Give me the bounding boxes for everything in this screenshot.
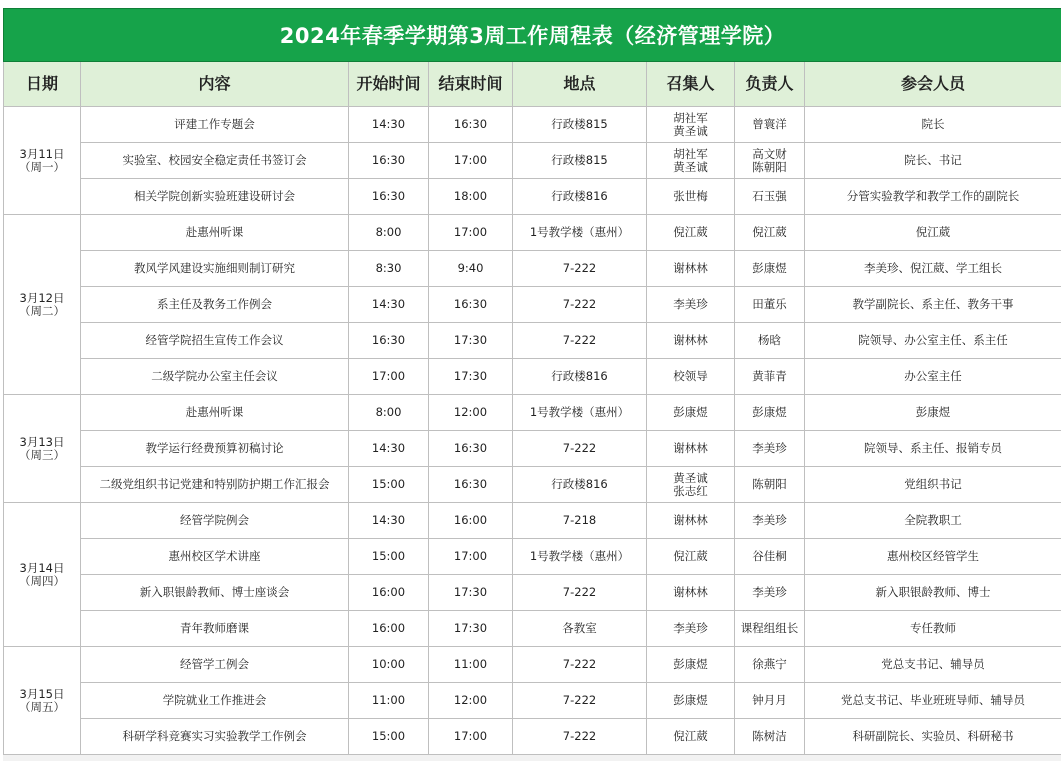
table-row [4, 503, 1061, 539]
header-row [4, 62, 1061, 107]
weekday-label: （周五） [19, 699, 65, 714]
date-label: 3月15日 [19, 686, 65, 701]
convener-cell [647, 539, 735, 575]
convener-cell [647, 683, 735, 719]
table-row [4, 143, 1061, 179]
table-row [4, 539, 1061, 575]
content-cell: 经管学院招生宣传工作会议 [81, 323, 349, 359]
header-convener: 召集人 [647, 62, 735, 107]
header-place: 地点 [513, 62, 647, 107]
end-time-cell: 17:30 [429, 575, 513, 611]
convener-name: 谢林林 [673, 261, 708, 275]
end-time-cell: 11:00 [429, 647, 513, 683]
content-cell: 实验室、校园安全稳定责任书签订会 [81, 143, 349, 179]
date-label: 3月13日 [19, 434, 65, 449]
page-title: 2024年春季学期第3周工作周程表（经济管理学院） [4, 9, 1061, 62]
leader-name: 黄菲青 [752, 369, 787, 383]
date-cell [4, 503, 81, 647]
leader-cell [735, 107, 805, 143]
leader-cell [735, 575, 805, 611]
start-time-cell: 15:00 [349, 719, 429, 755]
end-time-cell: 18:00 [429, 179, 513, 215]
attendees-cell: 新入职银龄教师、博士 [805, 575, 1061, 611]
place-cell: 7-222 [513, 647, 647, 683]
leader-cell [735, 395, 805, 431]
leader-cell [735, 215, 805, 251]
start-time-cell: 8:00 [349, 215, 429, 251]
leader-name: 杨晗 [758, 333, 781, 347]
table-row [4, 683, 1061, 719]
start-time-cell: 16:30 [349, 179, 429, 215]
attendees-cell: 教学副院长、系主任、教务干事 [805, 287, 1061, 323]
leader-cell [735, 647, 805, 683]
attendees-cell: 党总支书记、辅导员 [805, 647, 1061, 683]
weekday-label: （周四） [19, 573, 65, 588]
start-time-cell: 8:00 [349, 395, 429, 431]
end-time-cell: 17:00 [429, 215, 513, 251]
content-cell: 赴惠州听课 [81, 395, 349, 431]
table-row [4, 647, 1061, 683]
leader-cell [735, 719, 805, 755]
convener-name: 谢林林 [673, 513, 708, 527]
attendees-cell: 彭康煜 [805, 395, 1061, 431]
convener-cell [647, 251, 735, 287]
table-row [4, 719, 1061, 755]
date-label: 3月12日 [19, 290, 65, 305]
weekday-label: （周三） [19, 447, 65, 462]
place-cell: 7-222 [513, 683, 647, 719]
leader-name: 徐燕宁 [752, 657, 787, 671]
leader-cell [735, 539, 805, 575]
leader-name: 曾寰洋 [752, 117, 787, 131]
leader-name: 李美珍 [752, 513, 787, 527]
attendees-cell: 办公室主任 [805, 359, 1061, 395]
leader-cell [735, 611, 805, 647]
convener-name: 谢林林 [673, 441, 708, 455]
convener-cell [647, 107, 735, 143]
date-cell [4, 395, 81, 503]
end-time-cell: 17:30 [429, 359, 513, 395]
date-cell [4, 107, 81, 215]
convener-cell [647, 179, 735, 215]
place-cell: 7-222 [513, 719, 647, 755]
convener-cell [647, 503, 735, 539]
convener-cell [647, 719, 735, 755]
leader-cell [735, 323, 805, 359]
convener-cell [647, 575, 735, 611]
start-time-cell: 14:30 [349, 503, 429, 539]
leader-cell [735, 359, 805, 395]
content-cell: 学院就业工作推进会 [81, 683, 349, 719]
place-cell: 行政楼815 [513, 143, 647, 179]
end-time-cell: 16:00 [429, 503, 513, 539]
convener-name: 张志红 [673, 483, 708, 498]
leader-name: 李美珍 [752, 441, 787, 455]
attendees-cell: 倪江葳 [805, 215, 1061, 251]
leader-name: 李美珍 [752, 585, 787, 599]
place-cell: 行政楼816 [513, 359, 647, 395]
attendees-cell: 院领导、系主任、报销专员 [805, 431, 1061, 467]
attendees-cell: 院长、书记 [805, 143, 1061, 179]
attendees-cell: 李美珍、倪江葳、学工组长 [805, 251, 1061, 287]
start-time-cell: 10:00 [349, 647, 429, 683]
content-cell: 二级学院办公室主任会议 [81, 359, 349, 395]
header-leader: 负责人 [735, 62, 805, 107]
leader-cell [735, 431, 805, 467]
start-time-cell: 16:00 [349, 611, 429, 647]
content-cell: 新入职银龄教师、博士座谈会 [81, 575, 349, 611]
content-cell: 惠州校区学术讲座 [81, 539, 349, 575]
table-row [4, 323, 1061, 359]
convener-cell [647, 467, 735, 503]
attendees-cell: 专任教师 [805, 611, 1061, 647]
leader-name: 钟月月 [752, 693, 787, 707]
convener-name: 倪江葳 [673, 225, 708, 239]
convener-name: 张世梅 [673, 189, 708, 203]
convener-cell [647, 359, 735, 395]
header-end-time: 结束时间 [429, 62, 513, 107]
attendees-cell: 分管实验教学和教学工作的副院长 [805, 179, 1061, 215]
place-cell: 行政楼815 [513, 107, 647, 143]
end-time-cell: 17:30 [429, 323, 513, 359]
table-row [4, 431, 1061, 467]
weekday-label: （周二） [19, 303, 65, 318]
convener-name: 彭康煜 [673, 693, 708, 707]
end-time-cell: 17:30 [429, 611, 513, 647]
title-row [4, 9, 1061, 62]
convener-name: 胡社军 [673, 146, 708, 161]
convener-cell [647, 431, 735, 467]
place-cell: 行政楼816 [513, 467, 647, 503]
table-row [4, 287, 1061, 323]
convener-name: 倪江葳 [673, 729, 708, 743]
leader-name: 谷佳桐 [752, 549, 787, 563]
end-time-cell: 17:00 [429, 719, 513, 755]
convener-cell [647, 395, 735, 431]
place-cell: 7-222 [513, 287, 647, 323]
date-label: 3月14日 [19, 560, 65, 575]
attendees-cell: 党总支书记、毕业班班导师、辅导员 [805, 683, 1061, 719]
date-cell [4, 215, 81, 395]
table-row [4, 179, 1061, 215]
leader-name: 彭康煜 [752, 405, 787, 419]
leader-cell [735, 683, 805, 719]
end-time-cell: 16:30 [429, 467, 513, 503]
convener-cell [647, 287, 735, 323]
end-time-cell: 16:30 [429, 431, 513, 467]
schedule-table [3, 8, 1061, 755]
table-row [4, 359, 1061, 395]
date-cell [4, 647, 81, 755]
attendees-cell: 院长 [805, 107, 1061, 143]
start-time-cell: 14:30 [349, 287, 429, 323]
convener-name: 黄圣诚 [673, 470, 708, 485]
start-time-cell: 11:00 [349, 683, 429, 719]
convener-name: 李美珍 [673, 621, 708, 635]
content-cell: 评建工作专题会 [81, 107, 349, 143]
leader-name: 陈朝阳 [752, 159, 787, 174]
leader-name: 石玉强 [752, 189, 787, 203]
convener-name: 倪江葳 [673, 549, 708, 563]
end-time-cell: 9:40 [429, 251, 513, 287]
table-row [4, 215, 1061, 251]
leader-name: 课程组组长 [740, 621, 799, 635]
start-time-cell: 16:30 [349, 323, 429, 359]
table-row [4, 467, 1061, 503]
content-cell: 教风学风建设实施细则制订研究 [81, 251, 349, 287]
leader-cell [735, 287, 805, 323]
start-time-cell: 16:00 [349, 575, 429, 611]
end-time-cell: 17:00 [429, 143, 513, 179]
header-content: 内容 [81, 62, 349, 107]
date-label: 3月11日 [19, 146, 65, 161]
place-cell: 7-222 [513, 323, 647, 359]
leader-cell [735, 179, 805, 215]
end-time-cell: 17:00 [429, 539, 513, 575]
convener-name: 黄圣诚 [673, 123, 708, 138]
start-time-cell: 8:30 [349, 251, 429, 287]
place-cell: 1号教学楼（惠州） [513, 539, 647, 575]
start-time-cell: 14:30 [349, 107, 429, 143]
convener-name: 彭康煜 [673, 405, 708, 419]
table-row [4, 395, 1061, 431]
end-time-cell: 16:30 [429, 287, 513, 323]
table-row [4, 611, 1061, 647]
content-cell: 经管学院例会 [81, 503, 349, 539]
place-cell: 1号教学楼（惠州） [513, 215, 647, 251]
attendees-cell: 全院教职工 [805, 503, 1061, 539]
leader-cell [735, 143, 805, 179]
convener-name: 谢林林 [673, 333, 708, 347]
leader-name: 陈朝阳 [752, 477, 787, 491]
convener-name: 谢林林 [673, 585, 708, 599]
leader-name: 田董乐 [752, 297, 787, 311]
end-time-cell: 16:30 [429, 107, 513, 143]
place-cell: 行政楼816 [513, 179, 647, 215]
attendees-cell: 惠州校区经管学生 [805, 539, 1061, 575]
place-cell: 1号教学楼（惠州） [513, 395, 647, 431]
convener-cell [647, 323, 735, 359]
place-cell: 7-222 [513, 251, 647, 287]
convener-cell [647, 215, 735, 251]
content-cell: 青年教师磨课 [81, 611, 349, 647]
sheet-bottom-edge [3, 755, 1061, 761]
table-row [4, 251, 1061, 287]
leader-name: 彭康煜 [752, 261, 787, 275]
table-row [4, 107, 1061, 143]
weekday-label: （周一） [19, 159, 65, 174]
place-cell: 7-218 [513, 503, 647, 539]
start-time-cell: 15:00 [349, 467, 429, 503]
leader-name: 陈树洁 [752, 729, 787, 743]
attendees-cell: 院领导、办公室主任、系主任 [805, 323, 1061, 359]
start-time-cell: 15:00 [349, 539, 429, 575]
place-cell: 7-222 [513, 575, 647, 611]
content-cell: 经管学工例会 [81, 647, 349, 683]
convener-name: 胡社军 [673, 110, 708, 125]
header-start-time: 开始时间 [349, 62, 429, 107]
content-cell: 相关学院创新实验班建设研讨会 [81, 179, 349, 215]
place-cell: 各教室 [513, 611, 647, 647]
header-date: 日期 [4, 62, 81, 107]
leader-cell [735, 467, 805, 503]
start-time-cell: 14:30 [349, 431, 429, 467]
convener-cell [647, 143, 735, 179]
end-time-cell: 12:00 [429, 395, 513, 431]
table-row [4, 575, 1061, 611]
convener-cell [647, 611, 735, 647]
convener-name: 校领导 [673, 369, 708, 383]
convener-name: 彭康煜 [673, 657, 708, 671]
attendees-cell: 党组织书记 [805, 467, 1061, 503]
attendees-cell: 科研副院长、实验员、科研秘书 [805, 719, 1061, 755]
start-time-cell: 16:30 [349, 143, 429, 179]
start-time-cell: 17:00 [349, 359, 429, 395]
content-cell: 赴惠州听课 [81, 215, 349, 251]
convener-name: 黄圣诚 [673, 159, 708, 174]
convener-cell [647, 647, 735, 683]
end-time-cell: 12:00 [429, 683, 513, 719]
leader-cell [735, 503, 805, 539]
leader-name: 高文财 [752, 146, 787, 161]
place-cell: 7-222 [513, 431, 647, 467]
content-cell: 教学运行经费预算初稿讨论 [81, 431, 349, 467]
content-cell: 二级党组织书记党建和特别防护期工作汇报会 [81, 467, 349, 503]
header-attendees: 参会人员 [805, 62, 1061, 107]
convener-name: 李美珍 [673, 297, 708, 311]
leader-cell [735, 251, 805, 287]
content-cell: 科研学科竞赛实习实验教学工作例会 [81, 719, 349, 755]
leader-name: 倪江葳 [752, 225, 787, 239]
content-cell: 系主任及教务工作例会 [81, 287, 349, 323]
